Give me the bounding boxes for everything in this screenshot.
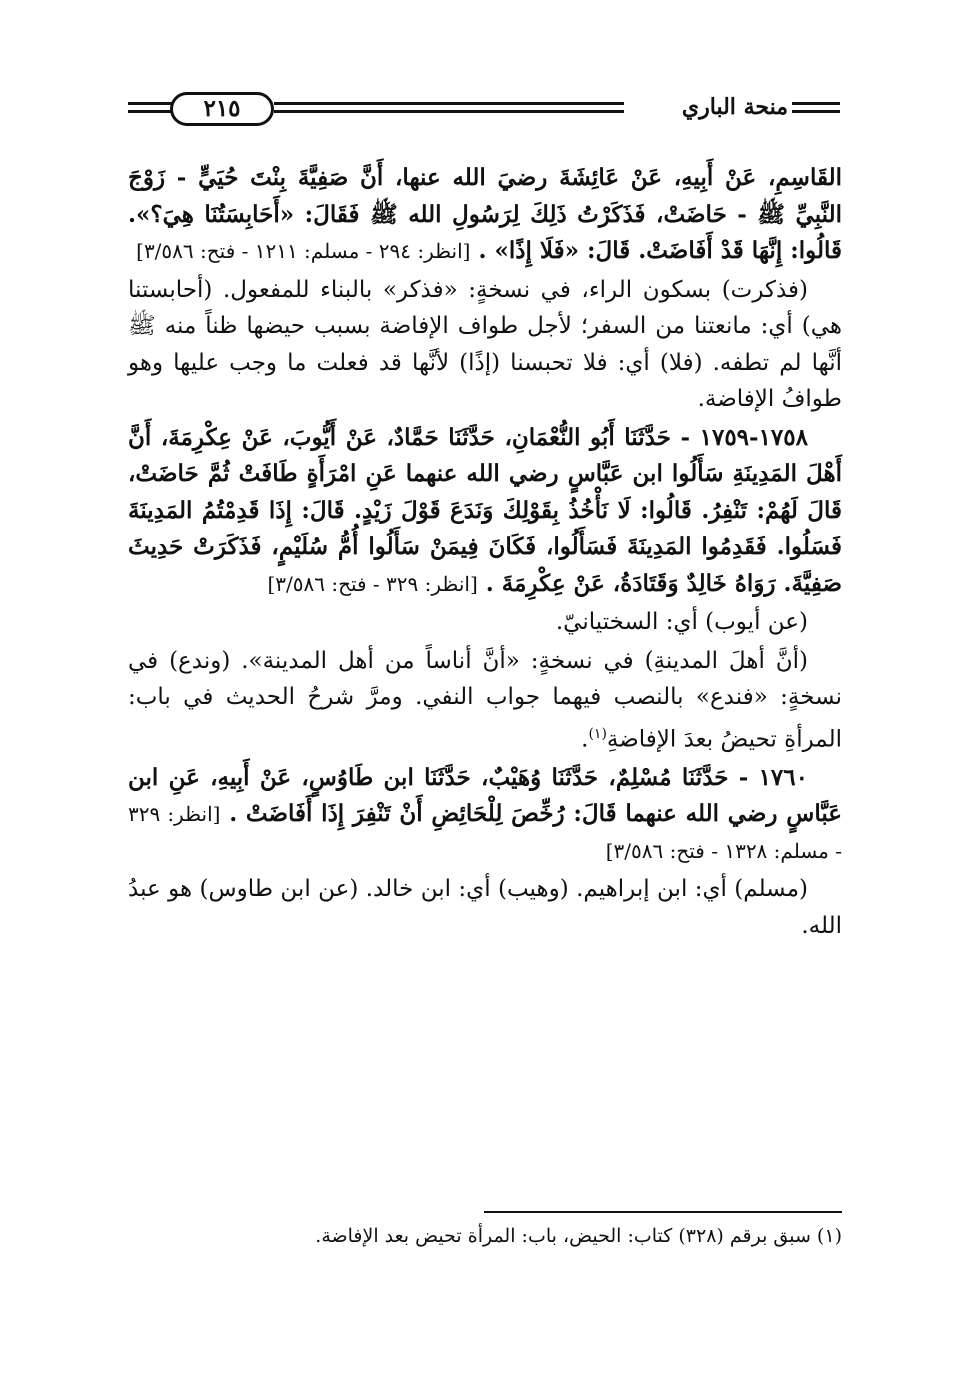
book-title: منحة الباري	[681, 94, 788, 120]
page-header	[128, 90, 840, 130]
hadith-body: ١٧٥٨-١٧٥٩ - حَدَّثَنَا أَبُو النُّعْمَانِ، حَدَّثَنَا حَمَّادٌ، عَنْ أَيُّوبَ، عَنْ عِكْرِمَةَ، أَنَّ أَهْلَ المَدِينَةِ سَأَلُوا ابن عَبَّاسٍ رضي الله عنهما عَنِ امْرَأَةٍ طَافَتْ ثُمَّ حَاضَتْ، قَالَ لَهُمْ: تَنْفِرُ. قَالُوا: لَا نَأْخُذُ بِقَوْلِكَ وَنَدَعَ قَوْلَ زَيْدٍ. قَالَ: إِذَا قَدِمْتُمُ المَدِينَةَ فَسَلُوا. فَقَدِمُوا المَدِينَةَ فَسَأَلُوا، فَكَانَ فِيمَنْ سَأَلُوا أُمُّ سُلَيْمٍ، فَذَكَرَتْ حَدِيثَ صَفِيَّةَ. رَوَاهُ خَالِدٌ وَقَتَادَةُ، عَنْ عِكْرِمَةَ .	[128, 423, 842, 597]
footnote-rule	[484, 1211, 842, 1213]
hadith-reference: [انظر: ٣٢٩ - مسلم: ١٣٢٨ - فتح: ٣/٥٨٦]	[128, 802, 842, 863]
hadith-reference: [انظر: ٢٩٤ - مسلم: ١٢١١ - فتح: ٣/٥٨٦]	[136, 239, 471, 263]
header-rule-right-top	[792, 102, 840, 105]
footnote: (١) سبق برقم (٣٢٨) كتاب: الحيض، باب: المرأة تحيض بعد الإفاضة.	[315, 1225, 842, 1247]
footnote-marker: (١)	[588, 725, 607, 742]
header-rule-left-bottom	[128, 110, 172, 113]
hadith-body: القَاسِمِ، عَنْ أَبِيهِ، عَنْ عَائِشَةَ رضيَ الله عنها، أَنَّ صَفِيَّةَ بِنْتَ حُيَيٍّ - زَوْجَ النَّبِيِّ ﷺ - حَاضَتْ، فَذَكَرْتُ ذَلِكَ لِرَسُولِ الله ﷺ فَقَالَ: «أَحَابِسَتُنَا هِيَ؟». قَالُوا: إِنَّهَا قَدْ أَفَاضَتْ. قَالَ: «فَلَا إِذًا» .	[128, 164, 842, 264]
hadith-text	[128, 160, 842, 270]
commentary-text-end: .	[581, 726, 589, 753]
header-rule-middle-bottom	[274, 110, 624, 113]
hadith-reference: [انظر: ٣٢٩ - فتح: ٣/٥٨٦]	[267, 571, 478, 596]
hadith-text	[128, 420, 842, 603]
header-rule-right-bottom	[792, 110, 840, 113]
page-number-badge	[170, 92, 274, 126]
hadith-text	[128, 760, 842, 870]
commentary-paragraph: (فذكرت) بسكون الراء، في نسخةٍ: «فذكر» بالبناء للمفعول. (أحابستنا هي) أي: مانعتنا من السفر؛ لأجل طواف الإفاضة بسبب حيضها ظناً منه ﷺ أنَّها لم تطفه. (فلا) أي: فلا تحبسنا (إذًا) لأنَّها قد فعلت ما وجب عليها وهو طوافُ الإفاضة.	[128, 276, 842, 412]
header-rule-middle-top	[274, 102, 624, 105]
main-text	[128, 160, 842, 946]
commentary-text: (أنَّ أهلَ المدينةِ) في نسخةٍ: «أنَّ أناساً من أهل المدينة». (وندع) في نسخةٍ: «فندع» بالنصب فيهما جواب النفي. ومرَّ شرحُ الحديث في باب: المرأةِ تحيضُ بعدَ الإفاضةِ	[128, 647, 842, 753]
header-rule-left-top	[128, 102, 172, 105]
hadith-body: ١٧٦٠ - حَدَّثَنَا مُسْلِمٌ، حَدَّثَنَا وُهَيْبٌ، حَدَّثَنَا ابن طَاوُسٍ، عَنْ أَبِيهِ، عَنِ ابن عَبَّاسٍ رضي الله عنهما قَالَ: رُخِّصَ لِلْحَائِضِ أَنْ تَنْفِرَ إِذَا أَفَاضَتْ .	[128, 763, 843, 828]
commentary-paragraph: (مسلم) أي: ابن إبراهيم. (وهيب) أي: ابن خالد. (عن ابن طاوس) هو عبدُ الله.	[128, 876, 842, 939]
commentary-paragraph: (عن أيوب) أي: السختيانيّ.	[555, 609, 808, 635]
page-number: ٢١٥	[203, 95, 241, 122]
commentary-paragraph	[128, 643, 842, 758]
